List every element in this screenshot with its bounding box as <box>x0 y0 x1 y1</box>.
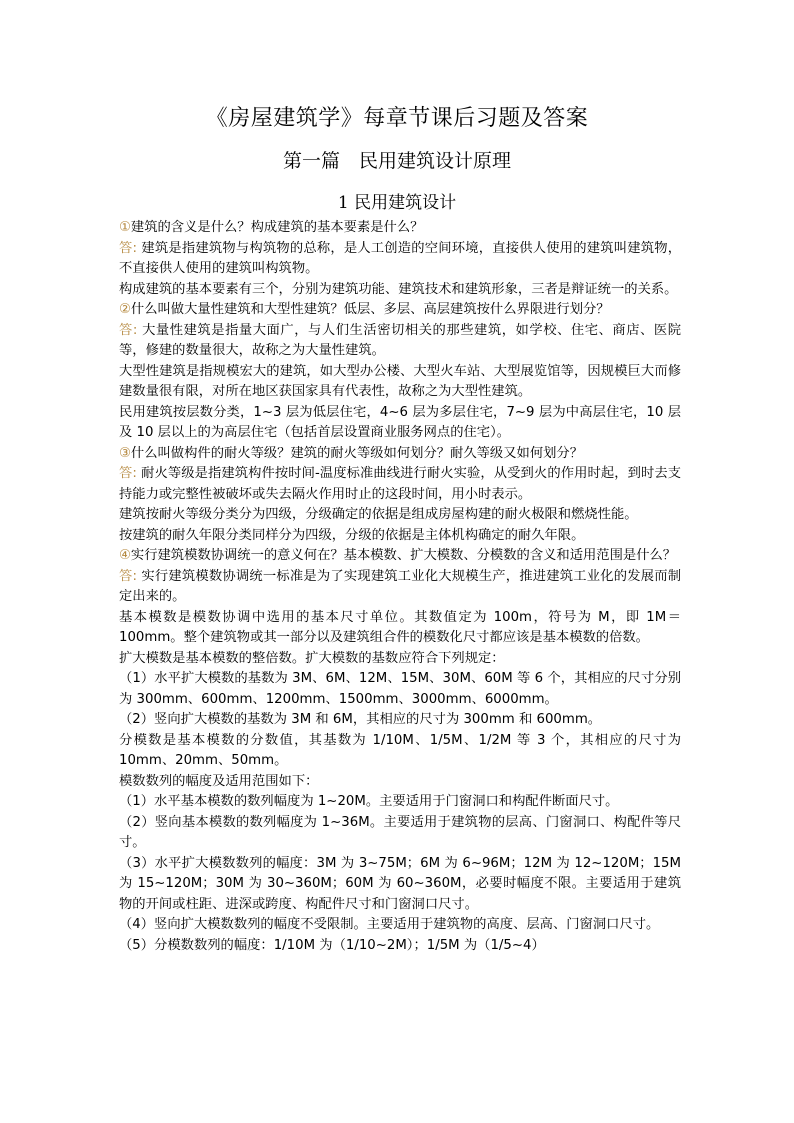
answer-text: 大量性建筑是指量大面广，与人们生活密切相关的那些建筑，如学校、住宅、商店、医院等，修建的数量很大，故称之为大量性建筑。 <box>119 322 681 358</box>
paragraph: 分模数是基本模数的分数值，其基数为 1/10M、1/5M、1/2M 等 3 个，其相应的尺寸为 10mm、20mm、50mm。 <box>119 732 681 768</box>
question-text: 什么叫做构件的耐火等级？建筑的耐火等级如何划分？耐久等级又如何划分？ <box>130 445 584 461</box>
question-number: ④ <box>119 548 131 563</box>
question-number: ② <box>119 302 131 317</box>
answer-4 <box>119 567 681 608</box>
answer-text: 实行建筑模数协调统一标准是为了实现建筑工业化大规模生产，推进建筑工业化的发展而制定出来的。 <box>119 568 681 604</box>
paragraph: 构成建筑的基本要素有三个，分别为建筑功能、建筑技术和建筑形象，三者是辩证统一的关系。 <box>119 281 678 297</box>
paragraph: 建筑按耐火等级分类分为四级，分级确定的依据是组成房屋构建的耐火极限和燃烧性能。 <box>119 507 638 522</box>
answer-2 <box>119 321 681 362</box>
document-title: 《房屋建筑学》每章节课后习题及答案 <box>205 106 589 131</box>
paragraph: （1）水平扩大模数的基数为 3M、6M、12M、15M、30M、60M 等 6 个，其相应的尺寸分别为 300mm、600mm、1200mm、1500mm、3000mm、6000mm。 <box>119 671 681 707</box>
paragraph: 模数数列的幅度及适用范围如下： <box>119 773 319 789</box>
question-1 <box>119 218 681 239</box>
question-number: ③ <box>119 445 131 461</box>
paragraph: （3）水平扩大模数数列的幅度：3M 为 3~75M；6M 为 6~96M；12M 为 12~120M；15M 为 15~120M；30M 为 30~360M；60M 为 60~360M，必要时幅度不限。主要适用于建筑物的开间或柱距、进深或跨度、构配件尺寸和门窗洞口尺寸。 <box>119 855 681 912</box>
part-title: 第一篇 民用建筑设计原理 <box>282 150 511 172</box>
question-text: 实行建筑模数协调统一的意义何在？基本模数、扩大模数、分模数的含义和适用范围是什么？ <box>130 548 677 563</box>
paragraph: （1）水平基本模数的数列幅度为 1~20M。主要适用于门窗洞口和构配件断面尺寸。 <box>119 794 619 809</box>
answer-label: 答: <box>119 240 137 256</box>
question-4 <box>119 546 681 567</box>
answer-label: 答: <box>119 466 137 481</box>
chapter-title: 1 民用建筑设计 <box>337 193 457 213</box>
paragraph: 大型性建筑是指规模宏大的建筑，如大型办公楼、大型火车站、大型展览馆等，因规模巨大而修建数量很有限，对所在地区获国家具有代表性，故称之为大型性建筑。 <box>119 363 681 399</box>
paragraph: 民用建筑按层数分类，1~3 层为低层住宅，4~6 层为多层住宅，7~9 层为中高层住宅，10 层及 10 层以上的为高层住宅（包括首层设置商业服务网点的住宅）。 <box>119 404 681 440</box>
question-text: 什么叫做大量性建筑和大型性建筑？低层、多层、高层建筑按什么界限进行划分？ <box>130 302 610 317</box>
answer-label: 答: <box>119 322 138 338</box>
paragraph: （5）分模数数列的幅度：1/10M 为（1/10~2M）；1/5M 为（1/5~4） <box>119 937 545 953</box>
paragraph: 按建筑的耐久年限分类同样分为四级，分级的依据是主体机构确定的耐久年限。 <box>119 527 585 543</box>
paragraph: （4）竖向扩大模数数列的幅度不受限制。主要适用于建筑物的高度、层高、门窗洞口尺寸。 <box>119 917 660 932</box>
question-2 <box>119 300 681 321</box>
answer-label: 答: <box>119 568 137 584</box>
paragraph: 扩大模数是基本模数的整倍数。扩大模数的基数应符合下列规定： <box>119 650 505 666</box>
paragraph: 基本模数是模数协调中选用的基本尺寸单位。其数值定为 100m，符号为 M，即 1M＝100mm。整个建筑物或其一部分以及建筑组合件的模数化尺寸都应该是基本模数的倍数。 <box>119 609 681 645</box>
paragraph: （2）竖向扩大模数的基数为 3M 和 6M，其相应的尺寸为 300mm 和 600mm。 <box>119 712 602 727</box>
answer-text: 耐火等级是指建筑构件按时间-温度标准曲线进行耐火实验，从受到火的作用时起，到时去支持能力或完整性被破坏或失去隔火作用时止的这段时间，用小时表示。 <box>119 466 681 502</box>
answer-1 <box>119 239 681 280</box>
question-number: ① <box>119 220 131 235</box>
question-3 <box>119 444 681 465</box>
answer-text: 建筑是指建筑物与构筑物的总称，是人工创造的空间环境，直接供人使用的建筑叫建筑物，不直接供人使用的建筑叫构筑物。 <box>119 240 681 276</box>
answer-3 <box>119 464 681 505</box>
paragraph: （2）竖向基本模数的数列幅度为 1~36M。主要适用于建筑物的层高、门窗洞口、构配件等尺寸。 <box>119 814 681 850</box>
document-body <box>119 218 681 956</box>
question-text: 建筑的含义是什么？构成建筑的基本要素是什么？ <box>130 220 424 235</box>
